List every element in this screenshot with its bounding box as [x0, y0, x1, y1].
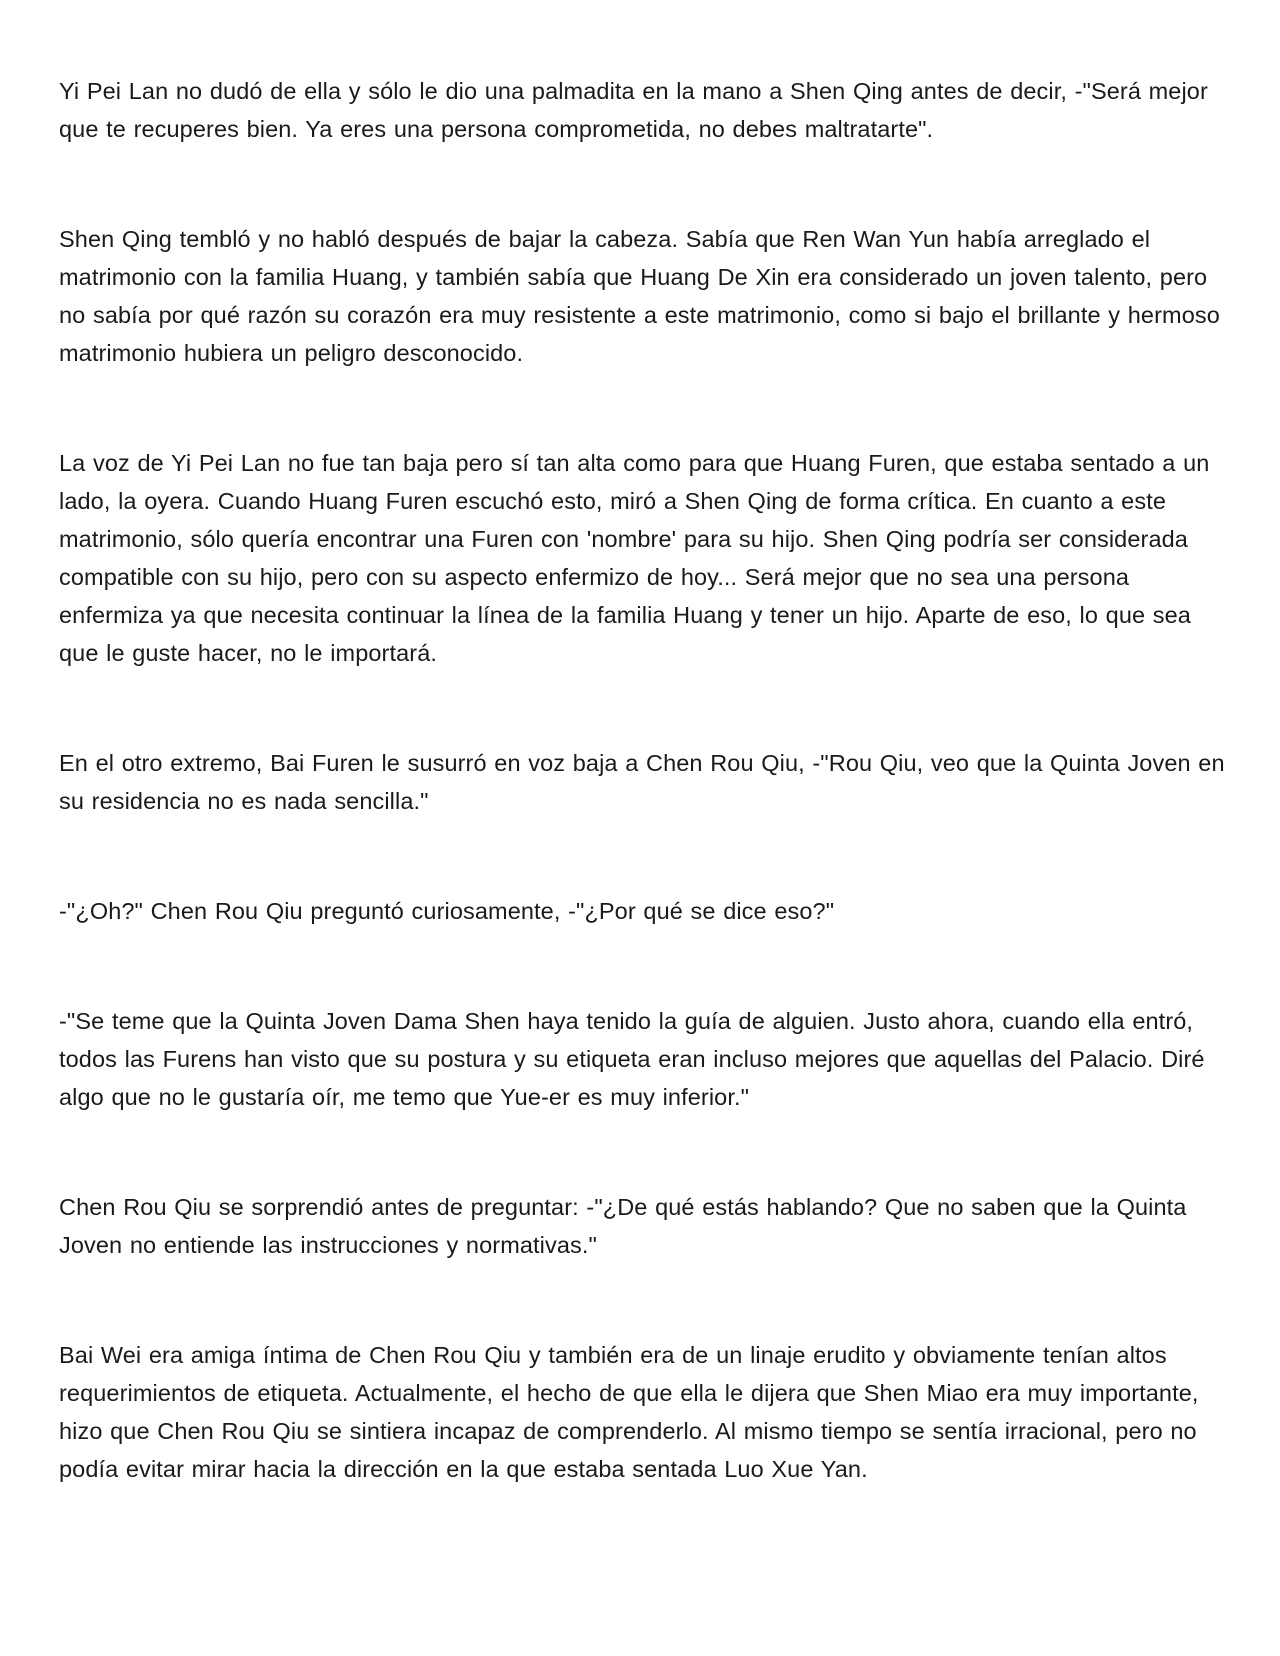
paragraph-1: Yi Pei Lan no dudó de ella y sólo le dio una palmadita en la mano a Shen Qing antes de decir, -"Será mejor que te recuperes bien. Ya eres una persona comprometida, no debes maltratarte". [59, 78, 1208, 142]
paragraph-7: Chen Rou Qiu se sorprendió antes de preguntar: -"¿De qué estás hablando? Que no saben que la Quinta Joven no entiende las instrucciones y normativas." [59, 1194, 1187, 1258]
paragraph-3: La voz de Yi Pei Lan no fue tan baja pero sí tan alta como para que Huang Furen, que estaba sentado a un lado, la oyera. Cuando Huang Furen escuchó esto, miró a Shen Qing de forma crítica. En cuanto a este matrimonio, sólo quería encontrar una Furen con 'nombre' para su hijo. Shen Qing podría ser considerada compatible con su hijo, pero con su aspecto enfermizo de hoy... Será mejor que no sea una persona enfermiza ya que necesita continuar la línea de la familia Huang y tener un hijo. Aparte de eso, lo que sea que le guste hacer, no le importará. [59, 450, 1210, 666]
paragraph-2: Shen Qing tembló y no habló después de bajar la cabeza. Sabía que Ren Wan Yun había arreglado el matrimonio con la familia Huang, y también sabía que Huang De Xin era considerado un joven talento, pero no sabía por qué razón su corazón era muy resistente a este matrimonio, como si bajo el brillante y hermoso matrimonio hubiera un peligro desconocido. [59, 226, 1220, 366]
paragraph-4: En el otro extremo, Bai Furen le susurró en voz baja a Chen Rou Qiu, -"Rou Qiu, veo que la Quinta Joven en su residencia no es nada sencilla." [59, 750, 1225, 814]
paragraph-6: -"Se teme que la Quinta Joven Dama Shen haya tenido la guía de alguien. Justo ahora, cuando ella entró, todos las Furens han visto que su postura y su etiqueta eran incluso mejores que aquellas del Palacio. Diré algo que no le gustaría oír, me temo que Yue-er es muy inferior." [59, 1008, 1205, 1110]
paragraph-8: Bai Wei era amiga íntima de Chen Rou Qiu y también era de un linaje erudito y obviamente tenían altos requerimientos de etiqueta. Actualmente, el hecho de que ella le dijera que Shen Miao era muy importante, hizo que Chen Rou Qiu se sintiera incapaz de comprenderlo. Al mismo tiempo se sentía irracional, pero no podía evitar mirar hacia la dirección en la que estaba sentada Luo Xue Yan. [59, 1342, 1199, 1482]
paragraph-5: -"¿Oh?" Chen Rou Qiu preguntó curiosamente, -"¿Por qué se dice eso?" [59, 898, 835, 924]
